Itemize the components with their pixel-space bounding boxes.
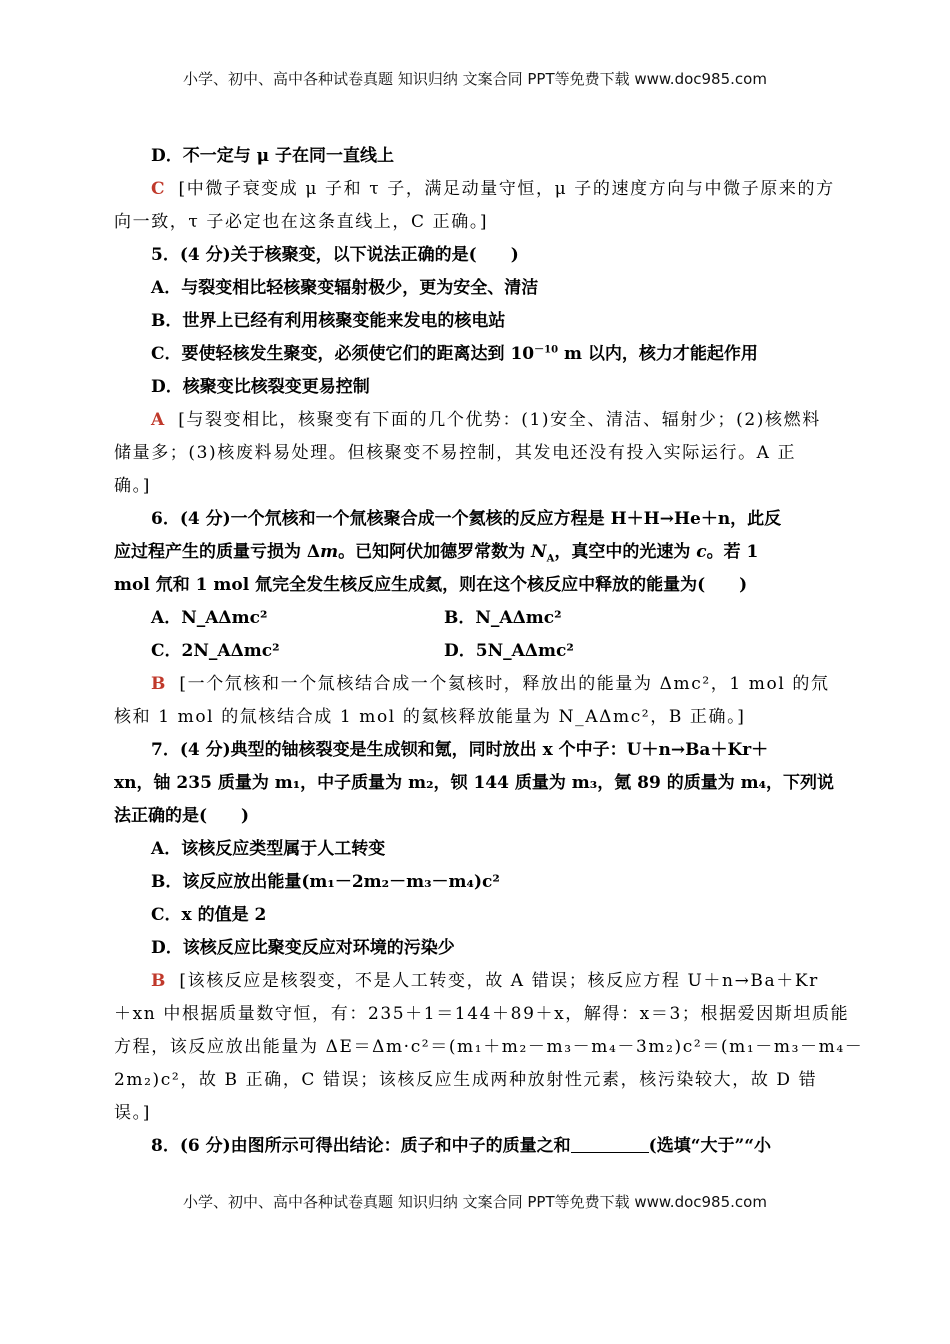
q7-stem-1: 7．(4 分)典型的铀核裂变是生成钡和氪，同时放出 x 个中子：U＋n→Ba＋Kr＋ xyxy=(151,740,769,760)
q5-explanation-line-2 xyxy=(114,437,838,470)
q7-answer: B xyxy=(151,971,166,991)
q5-answer-line xyxy=(114,404,838,437)
q6-explanation-2: 核和 1 mol 的氚核结合成 1 mol 的氦核释放能量为 N_AΔmc²，B 正确。] xyxy=(114,707,746,727)
q4-option-d: D．不一定与 μ 子在同一直线上 xyxy=(151,146,395,166)
q7-explanation-line-5 xyxy=(114,1097,838,1130)
q5-explanation-1: [与裂变相比，核聚变有下面的几个优势：(1)安全、清洁、辐射少；(2)核燃料 xyxy=(178,410,821,430)
q6-option-b: B．N_AΔmc² xyxy=(444,608,562,628)
q4-explanation-1: [中微子衰变成 μ 子和 τ 子，满足动量守恒，μ 子的速度方向与中微子原来的方 xyxy=(178,179,835,199)
q5-stem: 5．(4 分)关于核聚变，以下说法正确的是( ) xyxy=(151,245,519,265)
q6-stem-2-c: c xyxy=(696,542,707,562)
q6-stem-1: 6．(4 分)一个氘核和一个氚核聚合成一个氦核的反应方程是 H＋H→He＋n，此反 xyxy=(151,509,782,529)
q5-explanation-3: 确。] xyxy=(114,476,151,496)
q6-stem-2d: 。若 1 xyxy=(706,542,759,562)
q6-option-c: C．2N_AΔmc² xyxy=(151,641,280,661)
q8-stem-post: (选填“大于”“小 xyxy=(648,1136,772,1156)
q7-option-a: A．该核反应类型属于人工转变 xyxy=(151,839,386,859)
q6-answer-line xyxy=(114,668,838,701)
q7-explanation-2: ＋xn 中根据质量数守恒，有：235＋1＝144＋89＋x，解得：x＝3；根据爱因斯坦质能 xyxy=(114,1004,850,1024)
q7-explanation-3: 方程，该反应放出能量为 ΔE＝Δm·c²＝(m₁＋m₂－m₃－m₄－3m₂)c²＝(m₁－m₃－m₄－ xyxy=(114,1037,864,1057)
q7-explanation-1: [该核反应是核裂变，不是人工转变，故 A 错误；核反应方程 U＋n→Ba＋Kr xyxy=(179,971,819,991)
q8-stem xyxy=(114,1130,838,1163)
q5-explanation-line-3 xyxy=(114,470,838,503)
q6-answer: B xyxy=(151,674,166,694)
q6-stem-3: mol 氘和 1 mol 氚完全发生核反应生成氦，则在这个核反应中释放的能量为( ) xyxy=(114,575,748,595)
q6-stem-2-m: m xyxy=(320,542,339,562)
page-header: 小学、初中、高中各种试卷真题 知识归纳 文案合同 PPT等免费下载 www.doc985.com xyxy=(183,70,767,88)
q6-options-cd xyxy=(114,635,838,668)
q6-option-d: D．5N_AΔmc² xyxy=(444,641,574,661)
q4-explanation-2: 向一致，τ 子必定也在这条直线上，C 正确。] xyxy=(114,212,489,232)
q5-option-a: A．与裂变相比轻核聚变辐射极少，更为安全、清洁 xyxy=(151,278,539,298)
q6-explanation-line-2 xyxy=(114,701,838,734)
q7-stem-3: 法正确的是( ) xyxy=(114,806,250,826)
q6-stem-2b: 。已知阿伏加德罗常数为 xyxy=(338,542,532,562)
q5-option-c xyxy=(114,338,838,371)
page-footer: 小学、初中、高中各种试卷真题 知识归纳 文案合同 PPT等免费下载 www.doc985.com xyxy=(183,1193,767,1211)
q5-answer: A xyxy=(151,410,165,430)
q5-option-c-exponent: －10 xyxy=(534,344,559,356)
q6-options-ab xyxy=(114,602,838,635)
q7-option-c: C．x 的值是 2 xyxy=(151,905,267,925)
q7-explanation-line-2 xyxy=(114,998,850,1031)
q5-explanation-2: 储量多；(3)核废料易处理。但核聚变不易控制，其发电还没有投入实际运行。A 正 xyxy=(114,443,797,463)
q8-stem-pre: 8．(6 分)由图所示可得出结论：质子和中子的质量之和 xyxy=(151,1136,571,1156)
q6-stem-2-sub: A xyxy=(546,553,555,565)
q8-answer-blank[interactable] xyxy=(571,1132,649,1153)
q4-answer-line xyxy=(114,173,838,206)
q6-explanation-1: [一个氘核和一个氚核结合成一个氦核时，释放出的能量为 Δmc²，1 mol 的氘 xyxy=(179,674,830,694)
q6-stem-2a: 应过程产生的质量亏损为 Δ xyxy=(114,542,321,562)
q5-option-c-pre: C．要使轻核发生聚变，必须使它们的距离达到 10 xyxy=(151,344,535,364)
q5-option-d: D．核聚变比核裂变更易控制 xyxy=(151,377,370,397)
q7-explanation-5: 误。] xyxy=(114,1103,151,1123)
q5-option-c-post: m 以内，核力才能起作用 xyxy=(558,344,758,364)
q6-stem-2-n: N xyxy=(531,542,547,562)
q6-stem-2c: ，真空中的光速为 xyxy=(554,542,697,562)
q7-answer-line xyxy=(114,965,838,998)
q7-explanation-line-3 xyxy=(114,1031,864,1064)
q7-explanation-line-4 xyxy=(114,1064,838,1097)
q4-answer: C xyxy=(151,179,165,199)
q4-explanation-line-2 xyxy=(114,206,838,239)
q7-option-b: B．该反应放出能量(m₁－2m₂－m₃－m₄)c² xyxy=(151,872,500,892)
q6-option-a: A．N_AΔmc² xyxy=(151,608,268,628)
q6-stem-2 xyxy=(114,536,838,569)
q5-option-b: B．世界上已经有利用核聚变能来发电的核电站 xyxy=(151,311,506,331)
q7-option-d: D．该核反应比聚变反应对环境的污染少 xyxy=(151,938,455,958)
document-body xyxy=(114,140,864,1163)
q7-explanation-4: 2m₂)c²，故 B 正确，C 错误；该核反应生成两种放射性元素，核污染较大，故 D 错 xyxy=(114,1070,818,1090)
q7-stem-2: xn，铀 235 质量为 m₁，中子质量为 m₂，钡 144 质量为 m₃，氪 89 的质量为 m₄，下列说 xyxy=(114,773,835,793)
